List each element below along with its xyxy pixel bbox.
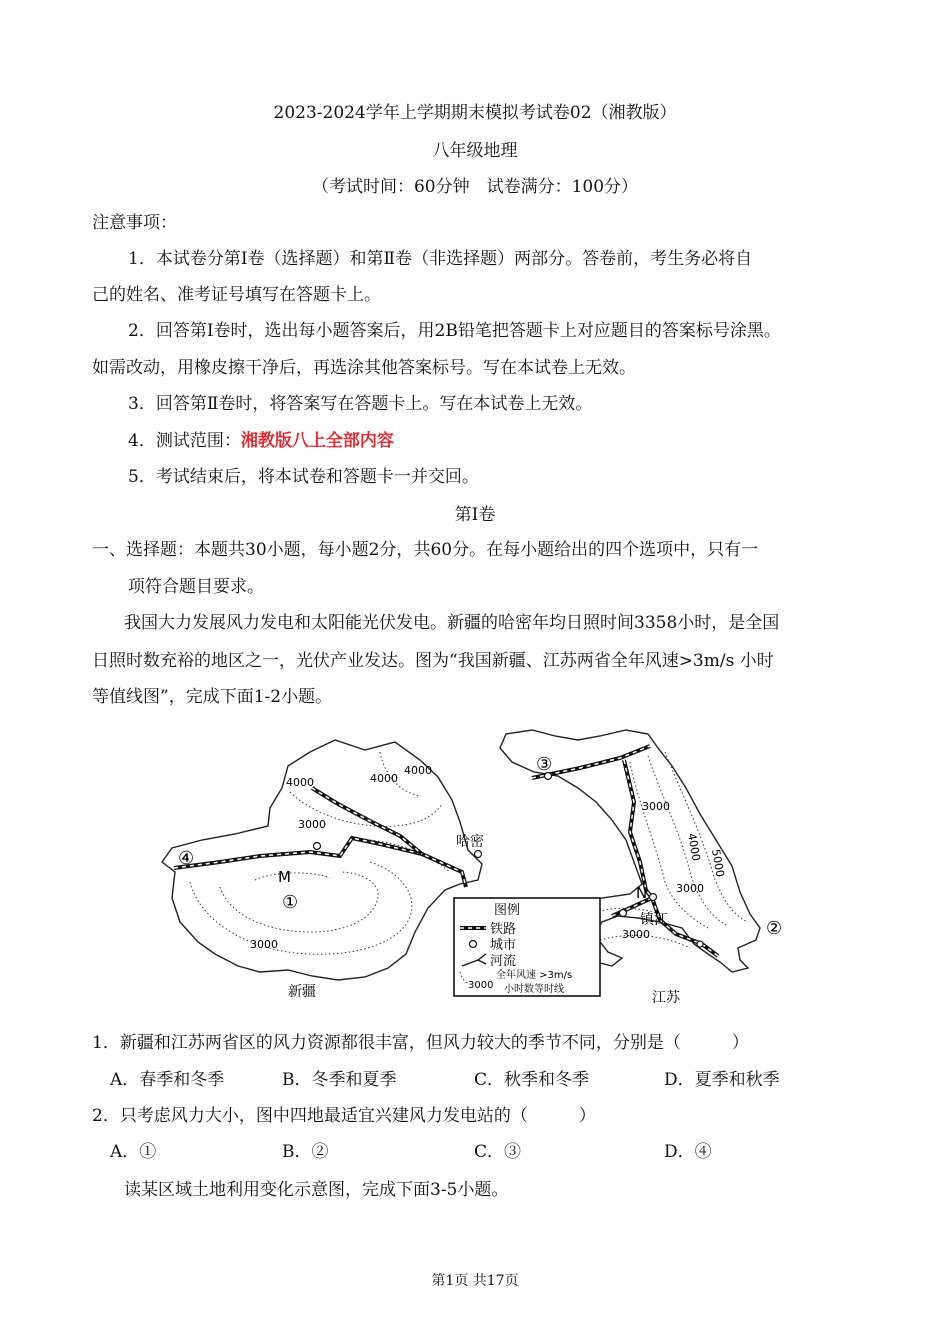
question-1-option-c: C．秋季和冬季	[474, 1070, 590, 1090]
question-1: 1．新疆和江苏两省区的风力资源都很丰富，但风力较大的季节不同，分别是（ ）	[92, 1033, 749, 1053]
exam-info: （考试时间：60分钟 试卷满分：100分）	[311, 177, 639, 197]
question-1-option-b: B．冬季和夏季	[282, 1070, 397, 1090]
map-legend	[454, 898, 600, 996]
question-2-option-c: C．③	[474, 1142, 522, 1162]
section-heading-line-1: 一、选择题：本题共30小题，每小题2分，共60分。在每小题给出的四个选项中，只有一	[92, 540, 759, 560]
notes-heading: 注意事项：	[92, 213, 177, 233]
note-1-line-1: 1．本试卷分第Ⅰ卷（选择题）和第Ⅱ卷（非选择题）两部分。答卷前，考生务必将自	[128, 249, 753, 269]
xinjiang-isoline-basin	[255, 873, 330, 880]
jiangsu-isoline-2	[665, 752, 748, 922]
site-4-label: ④	[178, 848, 195, 869]
legend-river-label: 河流	[490, 954, 517, 969]
jiangsu-label-3000-c: 3000	[622, 928, 650, 941]
zhenjiang-city-marker	[650, 894, 657, 901]
jiangsu-label-4000: 4000	[685, 832, 703, 863]
point-n-label: N	[636, 884, 648, 902]
legend-city-symbol	[470, 941, 477, 948]
hami-label: 哈密	[456, 834, 484, 850]
legend-title: 图例	[494, 903, 521, 918]
note-4-scope: 湘教版八上全部内容	[240, 431, 394, 451]
exam-title: 2023-2024学年上学期期末模拟考试卷02（湘教版）	[273, 103, 677, 123]
jiangsu-city-marker-west	[620, 910, 627, 917]
site-2-label: ②	[766, 918, 783, 939]
question-1-option-d: D．夏季和秋季	[664, 1070, 780, 1090]
question-2-option-a: A．①	[110, 1142, 157, 1162]
legend-isoline-line-1: 全年风速 >3m/s	[496, 970, 573, 981]
question-1-option-a: A．春季和冬季	[110, 1070, 225, 1090]
note-1-line-2: 己的姓名、准考证号填写在答题卡上。	[92, 285, 381, 305]
xinjiang-city-marker-1	[314, 843, 321, 850]
jiangsu-label-3000-b: 3000	[676, 882, 704, 895]
legend-isoline-value: 3000	[468, 980, 494, 991]
question-2-option-d: D．④	[664, 1142, 712, 1162]
part-title: 第Ⅰ卷	[454, 505, 496, 525]
questions-3-5-intro: 读某区域土地利用变化示意图，完成下面3-5小题。	[124, 1180, 509, 1200]
note-4-prefix: 4．测试范围：	[128, 431, 241, 451]
note-3: 3．回答第Ⅱ卷时，将答案写在答题卡上。写在本试卷上无效。	[128, 394, 593, 414]
page-footer: 第1页 共17页	[431, 1273, 519, 1289]
passage-line-2: 日照时数充裕的地区之一，光伏产业发达。图为“我国新疆、江苏两省全年风速>3m/s 小时	[92, 651, 774, 671]
note-2-line-2: 如需改动，用橡皮擦干净后，再选涂其他答案标号。写在本试卷上无效。	[92, 358, 636, 378]
xinjiang-isoline-inner	[220, 872, 378, 932]
jiangsu-name: 江苏	[652, 990, 680, 1006]
site-3-label: ③	[536, 754, 553, 775]
section-heading-line-2: 项符合题目要求。	[128, 577, 264, 597]
zhenjiang-label: 镇江	[640, 912, 668, 928]
passage-line-1: 我国大力发展风力发电和太阳能光伏发电。新疆的哈密年均日照时间3358小时，是全国	[124, 613, 780, 633]
jiangsu-label-5000: 5000	[709, 848, 727, 879]
note-2-line-1: 2．回答第Ⅰ卷时，选出每小题答案后，用2B铅笔把答题卡上对应题目的答案标号涂黑。	[128, 321, 781, 341]
legend-railway-label: 铁路	[490, 922, 517, 937]
xinjiang-name: 新疆	[288, 984, 316, 1000]
xinjiang-label-3000-a: 3000	[298, 818, 326, 831]
passage-line-3: 等值线图”，完成下面1-2小题。	[92, 687, 333, 707]
legend-isoline-line-2: 小时数等时线	[504, 984, 564, 995]
jiangsu-label-3000-a: 3000	[642, 800, 670, 813]
legend-city-label: 城市	[490, 938, 517, 953]
xinjiang-label-3000-b: 3000	[250, 938, 278, 951]
site-1-label: ①	[282, 892, 299, 913]
note-5: 5．考试结束后，将本试卷和答题卡一并交回。	[128, 467, 479, 487]
question-2: 2．只考虑风力大小，图中四地最适宜兴建风力发电站的（ ）	[92, 1106, 596, 1126]
xinjiang-isoline-outer	[190, 862, 412, 954]
xinjiang-label-4000-b: 4000	[370, 772, 398, 785]
point-m-label: M	[278, 868, 291, 886]
wind-hours-map	[160, 722, 783, 1012]
xinjiang-label-4000-c: 4000	[404, 764, 432, 777]
hami-city-marker	[475, 851, 482, 858]
note-4	[128, 430, 394, 452]
exam-subject: 八年级地理	[432, 141, 518, 161]
xinjiang-label-4000-a: 4000	[286, 776, 314, 789]
question-2-option-b: B．②	[282, 1142, 329, 1162]
jiangsu-city-marker-east	[697, 941, 703, 947]
